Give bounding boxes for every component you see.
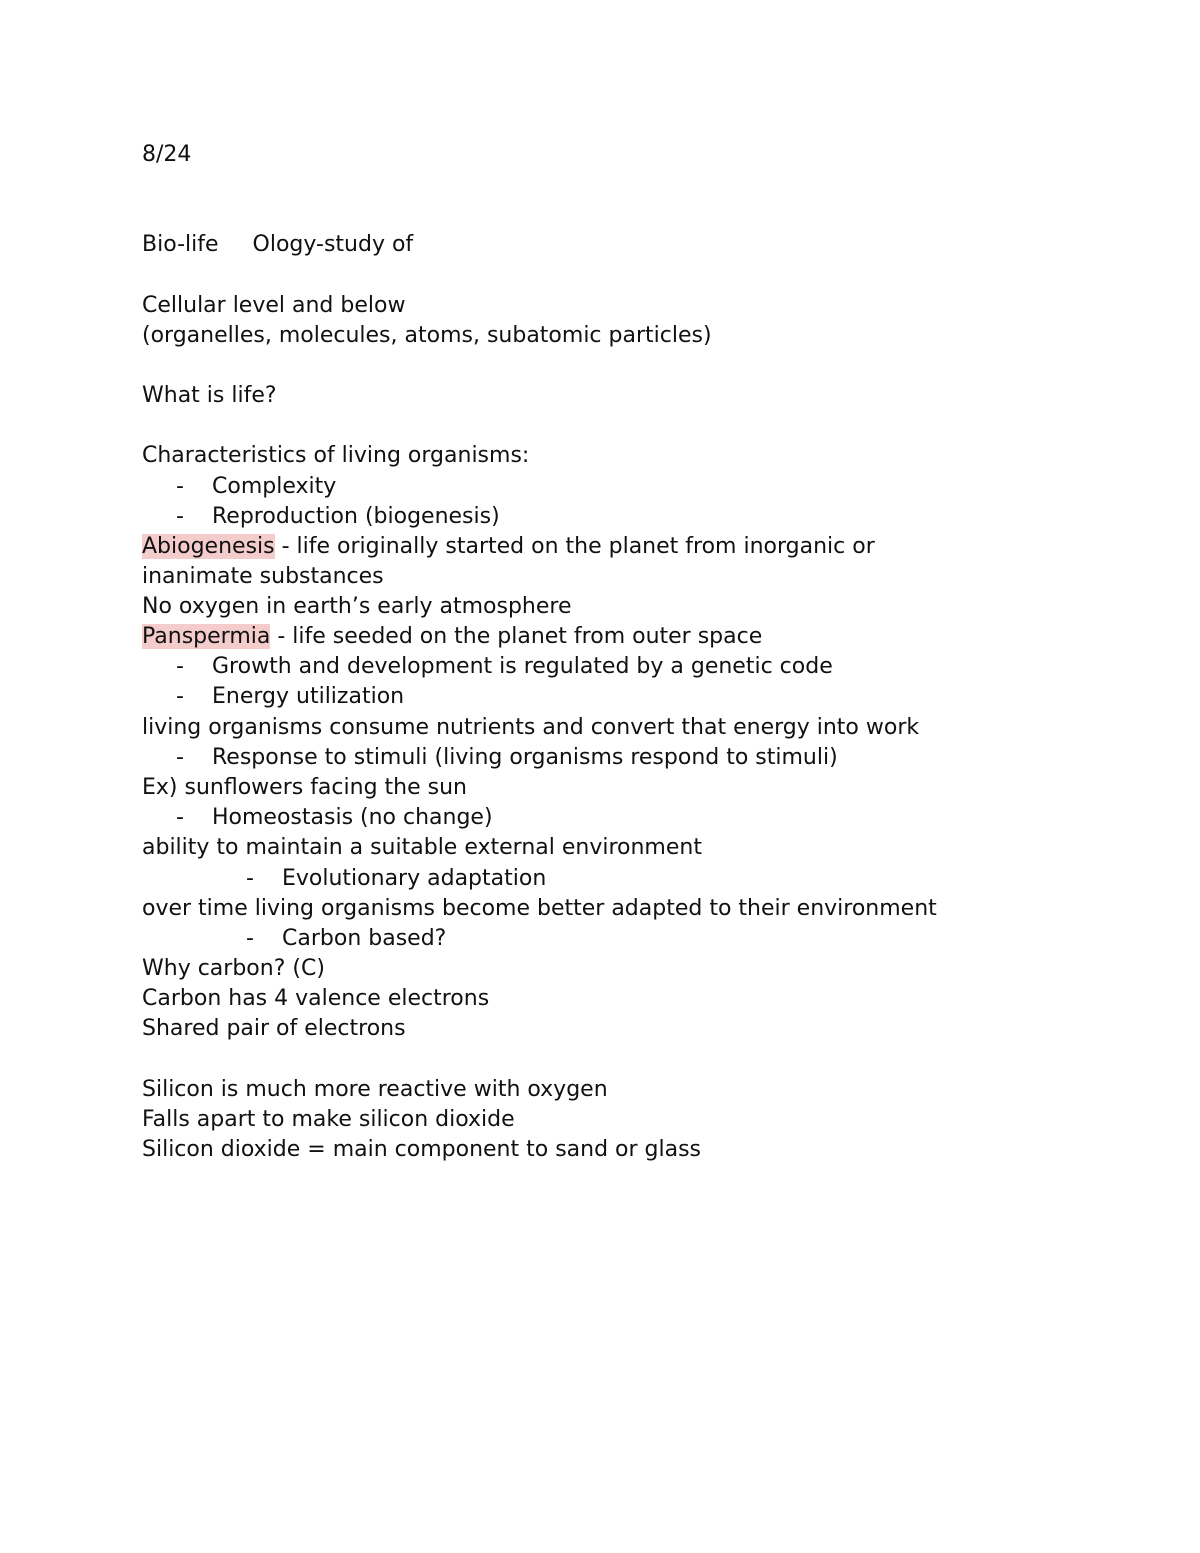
bio-definition: Bio-life <box>142 232 219 257</box>
cellular-line: Cellular level and below <box>142 293 406 318</box>
why-carbon-line: Why carbon? (C) <box>142 956 325 981</box>
shared-electrons-line: Shared pair of electrons <box>142 1016 406 1041</box>
bullet-dash: - <box>176 684 184 709</box>
bullet-reproduction <box>176 502 500 532</box>
bullet-text: Complexity <box>212 474 337 499</box>
bullet-text: Growth and development is regulated by a genetic code <box>212 654 833 679</box>
bullet-dash: - <box>176 805 184 830</box>
bullet-text: Reproduction (biogenesis) <box>212 504 500 529</box>
energy-note: living organisms consume nutrients and convert that energy into work <box>142 715 920 740</box>
bullet-growth <box>176 652 833 682</box>
bullet-dash: - <box>176 504 184 529</box>
bullet-dash: - <box>176 654 184 679</box>
bullet-text: Evolutionary adaptation <box>282 866 547 891</box>
abiogenesis-term: Abiogenesis <box>142 534 275 559</box>
abiogenesis-definition: - life originally started on the planet from inorganic or <box>274 534 875 559</box>
silicon-line-3: Silicon dioxide = main component to sand or glass <box>142 1137 702 1162</box>
bullet-text: Energy utilization <box>212 684 405 709</box>
panspermia-line <box>142 622 762 652</box>
bio-ology-line <box>142 230 413 260</box>
homeostasis-note: ability to maintain a suitable external environment <box>142 835 702 860</box>
panspermia-definition: - life seeded on the planet from outer space <box>270 624 763 649</box>
bullet-evolution <box>246 864 546 894</box>
bullet-complexity <box>176 472 336 502</box>
bullet-response <box>176 743 838 773</box>
bullet-homeostasis <box>176 803 493 833</box>
silicon-line-1: Silicon is much more reactive with oxygen <box>142 1077 608 1102</box>
bullet-dash: - <box>176 474 184 499</box>
valence-line: Carbon has 4 valence electrons <box>142 986 490 1011</box>
panspermia-term: Panspermia <box>142 624 271 649</box>
bullet-text: Carbon based? <box>282 926 447 951</box>
abiogenesis-continuation: inanimate substances <box>142 564 384 589</box>
date-heading: 8/24 <box>142 142 192 167</box>
bullet-dash: - <box>246 866 254 891</box>
bullet-energy <box>176 682 404 712</box>
abiogenesis-line <box>142 532 875 562</box>
question-line: What is life? <box>142 383 277 408</box>
bullet-carbon <box>246 924 446 954</box>
evolution-note: over time living organisms become better adapted to their environment <box>142 896 937 921</box>
bullet-text: Response to stimuli (living organisms respond to stimuli) <box>212 745 838 770</box>
bullet-dash: - <box>176 745 184 770</box>
ology-definition: Ology-study of <box>252 232 414 257</box>
characteristics-heading: Characteristics of living organisms: <box>142 443 530 468</box>
bullet-text: Homeostasis (no change) <box>212 805 493 830</box>
cellular-detail-line: (organelles, molecules, atoms, subatomic particles) <box>142 323 712 348</box>
silicon-line-2: Falls apart to make silicon dioxide <box>142 1107 515 1132</box>
response-example: Ex) sunflowers facing the sun <box>142 775 467 800</box>
bullet-dash: - <box>246 926 254 951</box>
oxygen-note: No oxygen in earth’s early atmosphere <box>142 594 572 619</box>
